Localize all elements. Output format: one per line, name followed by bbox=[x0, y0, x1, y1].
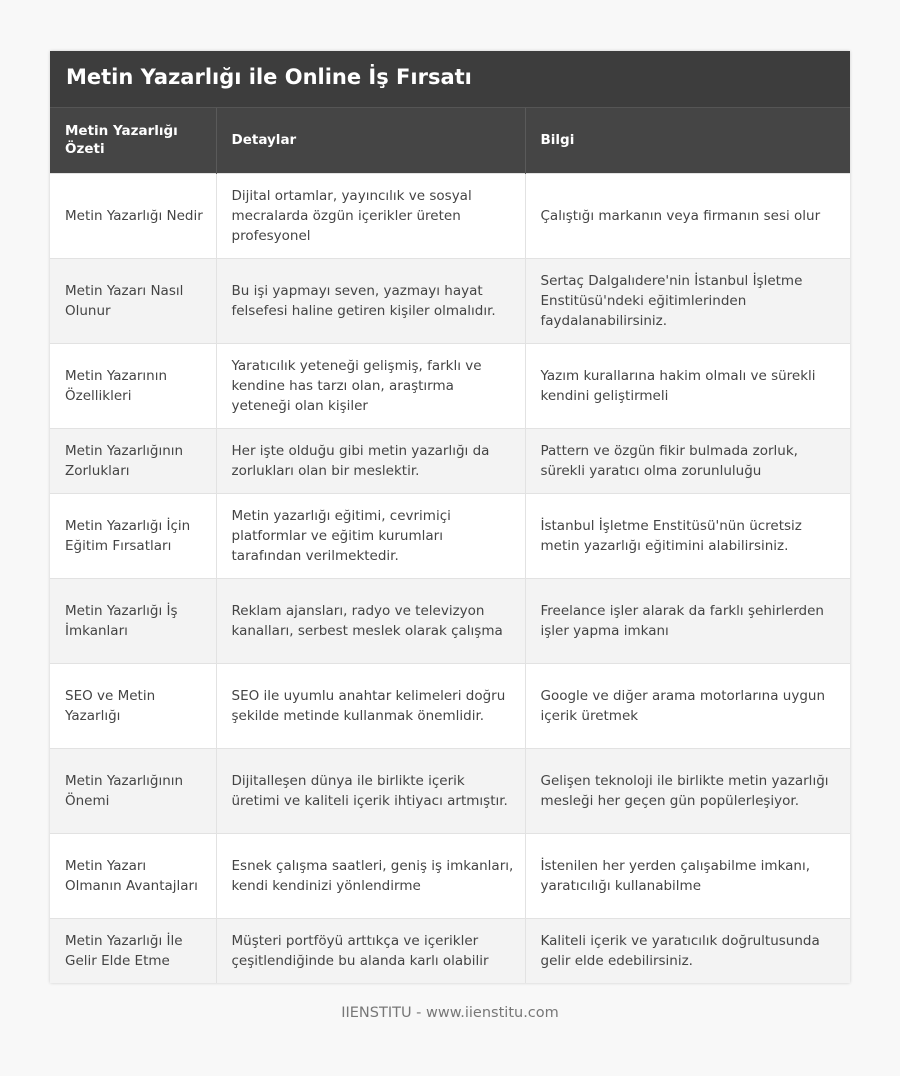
details-cell: Dijital ortamlar, yayıncılık ve sosyal mecralarda özgün içerikler üreten profesyonel bbox=[216, 173, 525, 258]
column-header-details: Detaylar bbox=[216, 108, 525, 173]
table-row bbox=[50, 918, 850, 983]
details-cell: Metin yazarlığı eğitimi, cevrimiçi platformlar ve eğitim kurumları tarafından verilmektedir. bbox=[216, 493, 525, 578]
summary-cell: Metin Yazarlığı İle Gelir Elde Etme bbox=[50, 918, 216, 983]
table-row bbox=[50, 173, 850, 258]
column-header-info: Bilgi bbox=[525, 108, 850, 173]
info-cell: Pattern ve özgün fikir bulmada zorluk, sürekli yaratıcı olma zorunluluğu bbox=[525, 428, 850, 493]
info-cell: İstanbul İşletme Enstitüsü'nün ücretsiz metin yazarlığı eğitimini alabilirsiniz. bbox=[525, 493, 850, 578]
info-cell: Çalıştığı markanın veya firmanın sesi olur bbox=[525, 173, 850, 258]
info-cell: İstenilen her yerden çalışabilme imkanı, yaratıcılığı kullanabilme bbox=[525, 833, 850, 918]
details-cell: Dijitalleşen dünya ile birlikte içerik üretimi ve kaliteli içerik ihtiyacı artmıştır. bbox=[216, 748, 525, 833]
details-cell: Reklam ajansları, radyo ve televizyon kanalları, serbest meslek olarak çalışma bbox=[216, 578, 525, 663]
info-cell: Sertaç Dalgalıdere'nin İstanbul İşletme Enstitüsü'ndeki eğitimlerinden faydalanabilirsiniz. bbox=[525, 258, 850, 343]
details-cell: Her işte olduğu gibi metin yazarlığı da zorlukları olan bir meslektir. bbox=[216, 428, 525, 493]
summary-cell: Metin Yazarı Nasıl Olunur bbox=[50, 258, 216, 343]
info-card bbox=[50, 51, 850, 983]
summary-cell: Metin Yazarı Olmanın Avantajları bbox=[50, 833, 216, 918]
footer-credit: IIENSTITU - www.iienstitu.com bbox=[341, 1005, 559, 1021]
summary-cell: Metin Yazarlığı İçin Eğitim Fırsatları bbox=[50, 493, 216, 578]
table-row bbox=[50, 578, 850, 663]
details-cell: SEO ile uyumlu anahtar kelimeleri doğru şekilde metinde kullanmak önemlidir. bbox=[216, 663, 525, 748]
summary-cell: Metin Yazarlığının Zorlukları bbox=[50, 428, 216, 493]
table-title: Metin Yazarlığı ile Online İş Fırsatı bbox=[50, 51, 850, 108]
info-cell: Yazım kurallarına hakim olmalı ve sürekli kendini geliştirmeli bbox=[525, 343, 850, 428]
table-row bbox=[50, 258, 850, 343]
summary-cell: Metin Yazarlığı İş İmkanları bbox=[50, 578, 216, 663]
header-row bbox=[50, 108, 850, 173]
info-cell: Freelance işler alarak da farklı şehirlerden işler yapma imkanı bbox=[525, 578, 850, 663]
details-cell: Esnek çalışma saatleri, geniş iş imkanları, kendi kendinizi yönlendirme bbox=[216, 833, 525, 918]
table-row bbox=[50, 343, 850, 428]
column-header-summary: Metin Yazarlığı Özeti bbox=[50, 108, 216, 173]
table-row bbox=[50, 833, 850, 918]
table-row bbox=[50, 428, 850, 493]
summary-cell: SEO ve Metin Yazarlığı bbox=[50, 663, 216, 748]
info-cell: Kaliteli içerik ve yaratıcılık doğrultusunda gelir elde edebilirsiniz. bbox=[525, 918, 850, 983]
details-cell: Bu işi yapmayı seven, yazmayı hayat felsefesi haline getiren kişiler olmalıdır. bbox=[216, 258, 525, 343]
table-row bbox=[50, 748, 850, 833]
details-cell: Yaratıcılık yeteneği gelişmiş, farklı ve kendine has tarzı olan, araştırma yeteneği olan kişiler bbox=[216, 343, 525, 428]
table-row bbox=[50, 493, 850, 578]
details-cell: Müşteri portföyü arttıkça ve içerikler çeşitlendiğinde bu alanda karlı olabilir bbox=[216, 918, 525, 983]
info-cell: Google ve diğer arama motorlarına uygun içerik üretmek bbox=[525, 663, 850, 748]
summary-table bbox=[50, 108, 850, 983]
summary-cell: Metin Yazarının Özellikleri bbox=[50, 343, 216, 428]
summary-cell: Metin Yazarlığının Önemi bbox=[50, 748, 216, 833]
info-cell: Gelişen teknoloji ile birlikte metin yazarlığı mesleği her geçen gün popülerleşiyor. bbox=[525, 748, 850, 833]
table-row bbox=[50, 663, 850, 748]
summary-cell: Metin Yazarlığı Nedir bbox=[50, 173, 216, 258]
